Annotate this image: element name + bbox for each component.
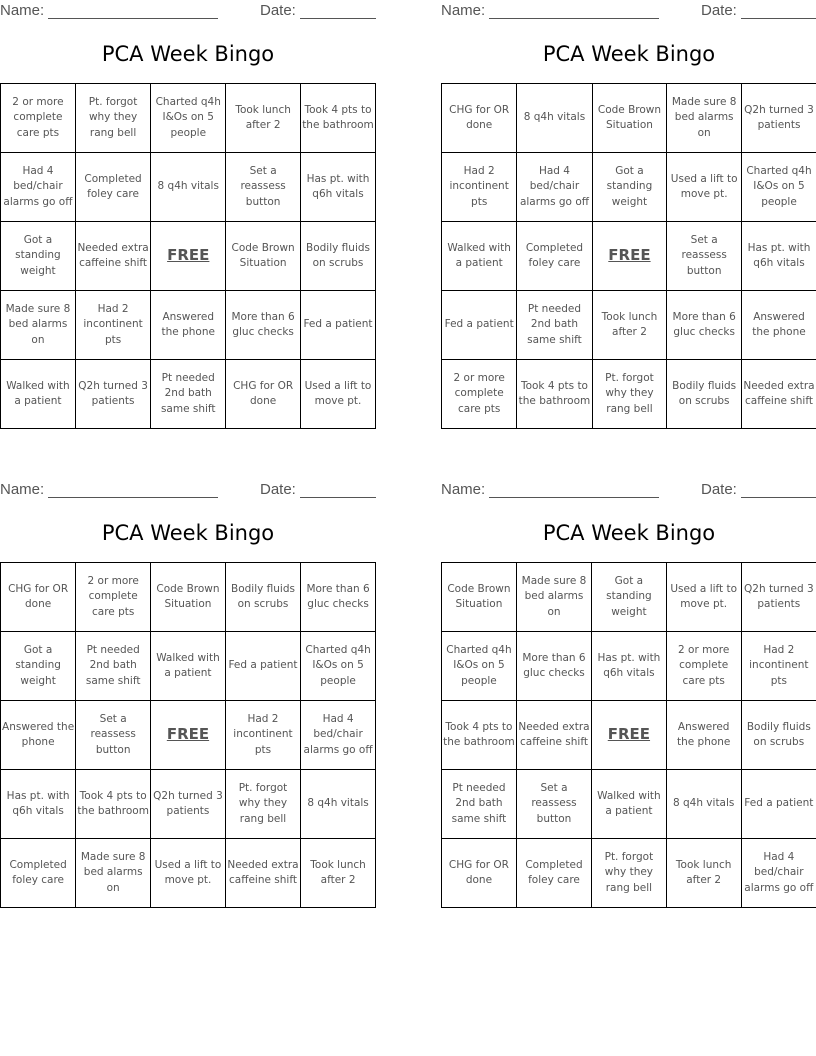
bingo-square[interactable]: Pt. forgot why they rang bell	[592, 839, 667, 908]
bingo-grid	[441, 562, 816, 908]
grid-row	[1, 701, 376, 770]
grid-row	[1, 360, 376, 429]
bingo-square[interactable]: Answered the phone	[742, 291, 816, 360]
bingo-square[interactable]: Completed foley care	[75, 153, 150, 222]
bingo-square[interactable]: Set a reassess button	[516, 770, 591, 839]
bingo-square[interactable]: Charted q4h I&Os on 5 people	[742, 153, 816, 222]
bingo-square[interactable]: Had 4 bed/chair alarms go off	[517, 153, 592, 222]
bingo-square[interactable]: Walked with a patient	[1, 360, 76, 429]
bingo-square[interactable]: Code Brown Situation	[151, 563, 226, 632]
bingo-square[interactable]: Answered the phone	[1, 701, 76, 770]
bingo-square[interactable]: Used a lift to move pt.	[666, 563, 741, 632]
grid-row	[442, 563, 816, 632]
bingo-square[interactable]: Needed extra caffeine shift	[516, 701, 591, 770]
bingo-square[interactable]: Had 4 bed/chair alarms go off	[741, 839, 816, 908]
bingo-square[interactable]: Bodily fluids on scrubs	[301, 222, 376, 291]
name-field[interactable]	[0, 481, 218, 498]
bingo-square[interactable]: Pt needed 2nd bath same shift	[151, 360, 226, 429]
card-title: PCA Week Bingo	[542, 42, 716, 66]
bingo-square[interactable]: Set a reassess button	[667, 222, 742, 291]
bingo-square[interactable]: Got a standing weight	[592, 563, 667, 632]
bingo-square[interactable]: Bodily fluids on scrubs	[225, 563, 300, 632]
bingo-square[interactable]: Fed a patient	[225, 632, 300, 701]
grid-row	[442, 632, 816, 701]
grid-row	[442, 701, 816, 770]
bingo-square[interactable]: Took lunch after 2	[226, 84, 301, 153]
bingo-square[interactable]: 8 q4h vitals	[517, 84, 592, 153]
free-square[interactable]: FREE	[592, 222, 667, 291]
bingo-square[interactable]: Walked with a patient	[592, 770, 667, 839]
bingo-square[interactable]: Made sure 8 bed alarms on	[667, 84, 742, 153]
bingo-square[interactable]: Q2h turned 3 patients	[151, 770, 226, 839]
grid-row	[1, 632, 376, 701]
bingo-square[interactable]: Has pt. with q6h vitals	[301, 153, 376, 222]
grid-row	[442, 153, 816, 222]
bingo-card-1	[0, 0, 376, 415]
bingo-square[interactable]: Made sure 8 bed alarms on	[76, 839, 151, 908]
grid-row	[1, 84, 376, 153]
bingo-square[interactable]: 8 q4h vitals	[151, 153, 226, 222]
bingo-square[interactable]: Got a standing weight	[592, 153, 667, 222]
free-square[interactable]: FREE	[151, 701, 226, 770]
name-label: Name:	[0, 481, 45, 498]
bingo-square[interactable]: Pt. forgot why they rang bell	[592, 360, 667, 429]
bingo-square[interactable]: 2 or more complete care pts	[1, 84, 76, 153]
bingo-square[interactable]: Took 4 pts to the bathroom	[517, 360, 592, 429]
name-label: Name:	[441, 2, 486, 19]
date-line[interactable]	[741, 4, 816, 19]
name-line[interactable]	[48, 4, 218, 19]
grid-row	[1, 153, 376, 222]
bingo-square[interactable]: 2 or more complete care pts	[442, 360, 517, 429]
name-line[interactable]	[489, 483, 659, 498]
bingo-square[interactable]: Pt. forgot why they rang bell	[225, 770, 300, 839]
bingo-card-3	[0, 479, 376, 894]
name-line[interactable]	[489, 4, 659, 19]
bingo-square[interactable]: Set a reassess button	[76, 701, 151, 770]
card-header	[0, 0, 376, 20]
bingo-square[interactable]: Fed a patient	[301, 291, 376, 360]
bingo-square[interactable]: CHG for OR done	[442, 84, 517, 153]
free-square[interactable]: FREE	[592, 701, 667, 770]
bingo-square[interactable]: Needed extra caffeine shift	[75, 222, 150, 291]
bingo-square[interactable]: Code Brown Situation	[442, 563, 517, 632]
free-square[interactable]: FREE	[151, 222, 226, 291]
bingo-square[interactable]: Completed foley care	[1, 839, 76, 908]
bingo-square[interactable]: Took 4 pts to the bathroom	[301, 84, 376, 153]
bingo-square[interactable]: Used a lift to move pt.	[151, 839, 226, 908]
bingo-square[interactable]: 8 q4h vitals	[301, 770, 376, 839]
card-header	[441, 479, 816, 499]
bingo-square[interactable]: Took 4 pts to the bathroom	[442, 701, 517, 770]
date-line[interactable]	[300, 4, 376, 19]
bingo-square[interactable]: Made sure 8 bed alarms on	[1, 291, 76, 360]
name-field[interactable]	[441, 2, 659, 19]
bingo-square[interactable]: Q2h turned 3 patients	[75, 360, 150, 429]
bingo-square[interactable]: Q2h turned 3 patients	[741, 563, 816, 632]
date-label: Date:	[701, 2, 737, 19]
name-field[interactable]	[441, 481, 659, 498]
bingo-square[interactable]: Fed a patient	[741, 770, 816, 839]
date-field[interactable]	[260, 481, 376, 498]
grid-row	[1, 291, 376, 360]
bingo-square[interactable]: Had 4 bed/chair alarms go off	[1, 153, 76, 222]
grid-row	[442, 84, 816, 153]
card-title: PCA Week Bingo	[101, 42, 275, 66]
bingo-square[interactable]: Walked with a patient	[442, 222, 517, 291]
bingo-square[interactable]: Charted q4h I&Os on 5 people	[301, 632, 376, 701]
bingo-square[interactable]: Has pt. with q6h vitals	[1, 770, 76, 839]
bingo-square[interactable]: Has pt. with q6h vitals	[592, 632, 667, 701]
bingo-square[interactable]: Has pt. with q6h vitals	[742, 222, 816, 291]
grid-row	[1, 222, 376, 291]
bingo-square[interactable]: Pt. forgot why they rang bell	[75, 84, 150, 153]
bingo-square[interactable]: Answered the phone	[151, 291, 226, 360]
date-field[interactable]	[701, 2, 816, 19]
bingo-square[interactable]: Took lunch after 2	[666, 839, 741, 908]
bingo-square[interactable]: Q2h turned 3 patients	[742, 84, 816, 153]
bingo-grid	[0, 562, 376, 908]
name-line[interactable]	[48, 483, 218, 498]
card-title: PCA Week Bingo	[542, 521, 716, 545]
bingo-square[interactable]: Set a reassess button	[226, 153, 301, 222]
bingo-grid	[0, 83, 376, 429]
bingo-square[interactable]: Pt needed 2nd bath same shift	[76, 632, 151, 701]
bingo-square[interactable]: Fed a patient	[442, 291, 517, 360]
bingo-square[interactable]: More than 6 gluc checks	[667, 291, 742, 360]
bingo-square[interactable]: Got a standing weight	[1, 222, 76, 291]
date-label: Date:	[260, 481, 296, 498]
card-header	[0, 479, 376, 499]
grid-row	[442, 291, 816, 360]
date-field[interactable]	[260, 2, 376, 19]
bingo-square[interactable]: Had 2 incontinent pts	[225, 701, 300, 770]
name-label: Name:	[0, 2, 45, 19]
bingo-square[interactable]: Pt needed 2nd bath same shift	[442, 770, 517, 839]
bingo-square[interactable]: Got a standing weight	[1, 632, 76, 701]
card-title: PCA Week Bingo	[101, 521, 275, 545]
bingo-square[interactable]: Answered the phone	[666, 701, 741, 770]
bingo-square[interactable]: Had 4 bed/chair alarms go off	[301, 701, 376, 770]
date-field[interactable]	[701, 481, 816, 498]
card-header	[441, 0, 816, 20]
date-line[interactable]	[300, 483, 376, 498]
bingo-square[interactable]: 2 or more complete care pts	[76, 563, 151, 632]
bingo-square[interactable]: Had 2 incontinent pts	[75, 291, 150, 360]
grid-row	[1, 770, 376, 839]
bingo-square[interactable]: Charted q4h I&Os on 5 people	[442, 632, 517, 701]
bingo-square[interactable]: Bodily fluids on scrubs	[667, 360, 742, 429]
grid-row	[442, 222, 816, 291]
grid-row	[1, 839, 376, 908]
grid-row	[442, 839, 816, 908]
bingo-square[interactable]: CHG for OR done	[1, 563, 76, 632]
bingo-square[interactable]: Walked with a patient	[151, 632, 226, 701]
grid-row	[442, 360, 816, 429]
bingo-square[interactable]: Took 4 pts to the bathroom	[76, 770, 151, 839]
bingo-square[interactable]: Used a lift to move pt.	[301, 360, 376, 429]
name-label: Name:	[441, 481, 486, 498]
name-field[interactable]	[0, 2, 218, 19]
bingo-square[interactable]: 2 or more complete care pts	[666, 632, 741, 701]
date-line[interactable]	[741, 483, 816, 498]
bingo-square[interactable]: Took lunch after 2	[592, 291, 667, 360]
bingo-square[interactable]: Had 2 incontinent pts	[741, 632, 816, 701]
bingo-square[interactable]: CHG for OR done	[226, 360, 301, 429]
bingo-square[interactable]: Code Brown Situation	[226, 222, 301, 291]
bingo-square[interactable]: Had 2 incontinent pts	[442, 153, 517, 222]
date-label: Date:	[701, 481, 737, 498]
bingo-square[interactable]: More than 6 gluc checks	[516, 632, 591, 701]
bingo-square[interactable]: Needed extra caffeine shift	[225, 839, 300, 908]
bingo-card-4	[441, 479, 816, 894]
bingo-square[interactable]: Pt needed 2nd bath same shift	[517, 291, 592, 360]
date-label: Date:	[260, 2, 296, 19]
bingo-square[interactable]: 8 q4h vitals	[666, 770, 741, 839]
bingo-square[interactable]: Completed foley care	[516, 839, 591, 908]
bingo-square[interactable]: Used a lift to move pt.	[667, 153, 742, 222]
bingo-square[interactable]: Made sure 8 bed alarms on	[516, 563, 591, 632]
bingo-square[interactable]: Needed extra caffeine shift	[742, 360, 816, 429]
bingo-square[interactable]: Charted q4h I&Os on 5 people	[151, 84, 226, 153]
bingo-square[interactable]: Took lunch after 2	[301, 839, 376, 908]
bingo-grid	[441, 83, 816, 429]
bingo-square[interactable]: More than 6 gluc checks	[226, 291, 301, 360]
bingo-card-2	[441, 0, 816, 415]
grid-row	[1, 563, 376, 632]
bingo-square[interactable]: Bodily fluids on scrubs	[741, 701, 816, 770]
bingo-square[interactable]: Code Brown Situation	[592, 84, 667, 153]
grid-row	[442, 770, 816, 839]
bingo-square[interactable]: CHG for OR done	[442, 839, 517, 908]
bingo-square[interactable]: More than 6 gluc checks	[301, 563, 376, 632]
bingo-square[interactable]: Completed foley care	[517, 222, 592, 291]
